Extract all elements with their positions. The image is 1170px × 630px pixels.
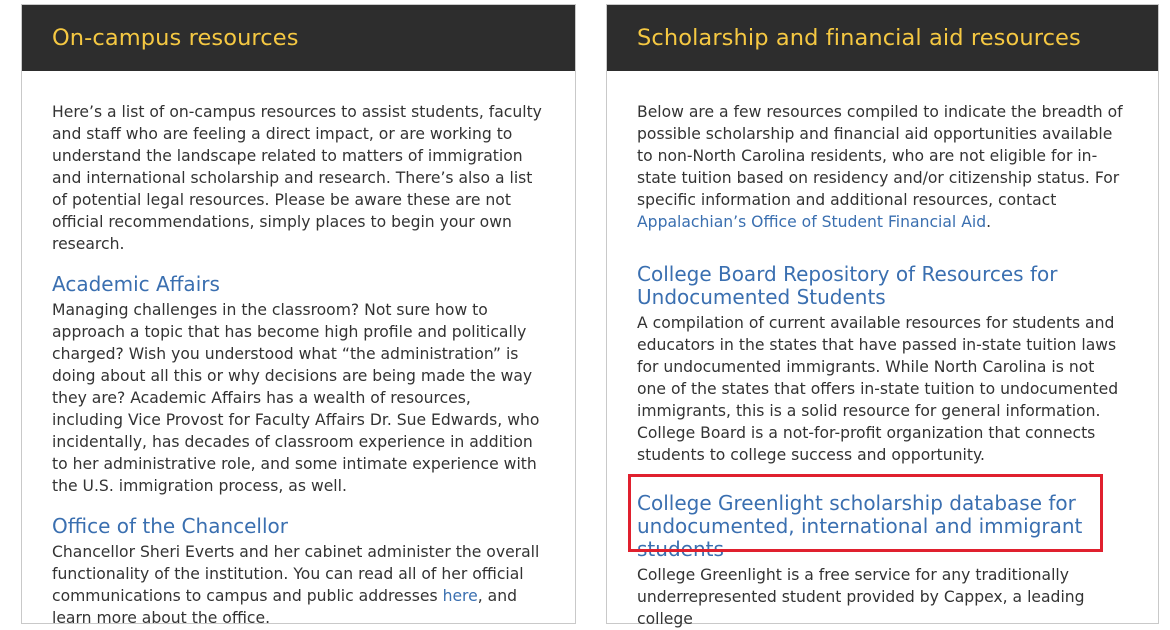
academic-affairs-link[interactable] [52, 273, 545, 296]
panel-header-scholarship: Scholarship and financial aid resources [607, 5, 1158, 71]
college-greenlight-heading[interactable]: College Greenlight scholarship database for undocumented, international and immigrant students [637, 491, 1083, 561]
panel-body-scholarship [607, 71, 1158, 630]
office-of-chancellor-description [52, 541, 545, 629]
scholarship-intro-text: Below are a few resources compiled to indicate the breadth of possible scholarship and financial aid opportunities available to non-North Carolina residents, who are not eligible for in-state tuition based on residency and/or citizenship status. For specific information and additional resources, contact [637, 103, 1123, 209]
academic-affairs-description: Managing challenges in the classroom? Not sure how to approach a topic that has become high profile and politically charged? Wish you understood what “the administration” is doing about all this or why decisions are being made the way they are? Academic Affairs has a wealth of resources, including Vice Provost for Faculty Affairs Dr. Sue Edwards, who incidentally, has decades of classroom experience in addition to her administrative role, and some intimate experience with the U.S. immigration process, as well. [52, 301, 540, 495]
college-greenlight-description: College Greenlight is a free service for any traditionally underrepresented student provided by Cappex, a leading college [637, 566, 1085, 628]
college-board-description: A compilation of current available resources for students and educators in the states that have passed in-state tuition laws for undocumented immigrants. While North Carolina is not one of the states that offers in-state tuition to undocumented immigrants, this is a solid resource for general information. College Board is a not-for-profit organization that connects students to college success and opportunity. [637, 314, 1119, 464]
chancellor-here-link[interactable]: here [442, 587, 478, 605]
panel-header-on-campus: On-campus resources [22, 5, 575, 71]
scholarship-resources-panel [606, 4, 1159, 628]
scholarship-intro [637, 101, 1124, 233]
chancellor-text-after: , and learn more about the office. [52, 587, 517, 627]
college-board-heading[interactable]: College Board Repository of Resources for Undocumented Students [637, 262, 1058, 309]
on-campus-resources-panel [21, 4, 576, 627]
office-of-chancellor-heading[interactable]: Office of the Chancellor [52, 514, 288, 538]
office-of-chancellor-link[interactable] [52, 515, 545, 538]
scholarship-intro-end: . [986, 213, 992, 231]
on-campus-intro: Here’s a list of on-campus resources to assist students, faculty and staff who are feeling a direct impact, or are working to understand the landscape related to matters of immigration and international scholarship and research. There’s also a list of potential legal resources. Please be aware these are not official recommendations, simply places to begin your own research. [52, 103, 542, 253]
financial-aid-office-link[interactable]: Appalachian’s Office of Student Financial Aid [637, 213, 987, 231]
college-board-link[interactable] [637, 263, 1124, 309]
chancellor-text-before: Chancellor Sheri Everts and her cabinet administer the overall functionality of the institution. You can read all of her official communications to campus and public addresses [52, 543, 540, 605]
academic-affairs-heading[interactable]: Academic Affairs [52, 272, 220, 296]
panel-body-on-campus [22, 71, 575, 629]
college-greenlight-link[interactable] [637, 492, 1124, 561]
